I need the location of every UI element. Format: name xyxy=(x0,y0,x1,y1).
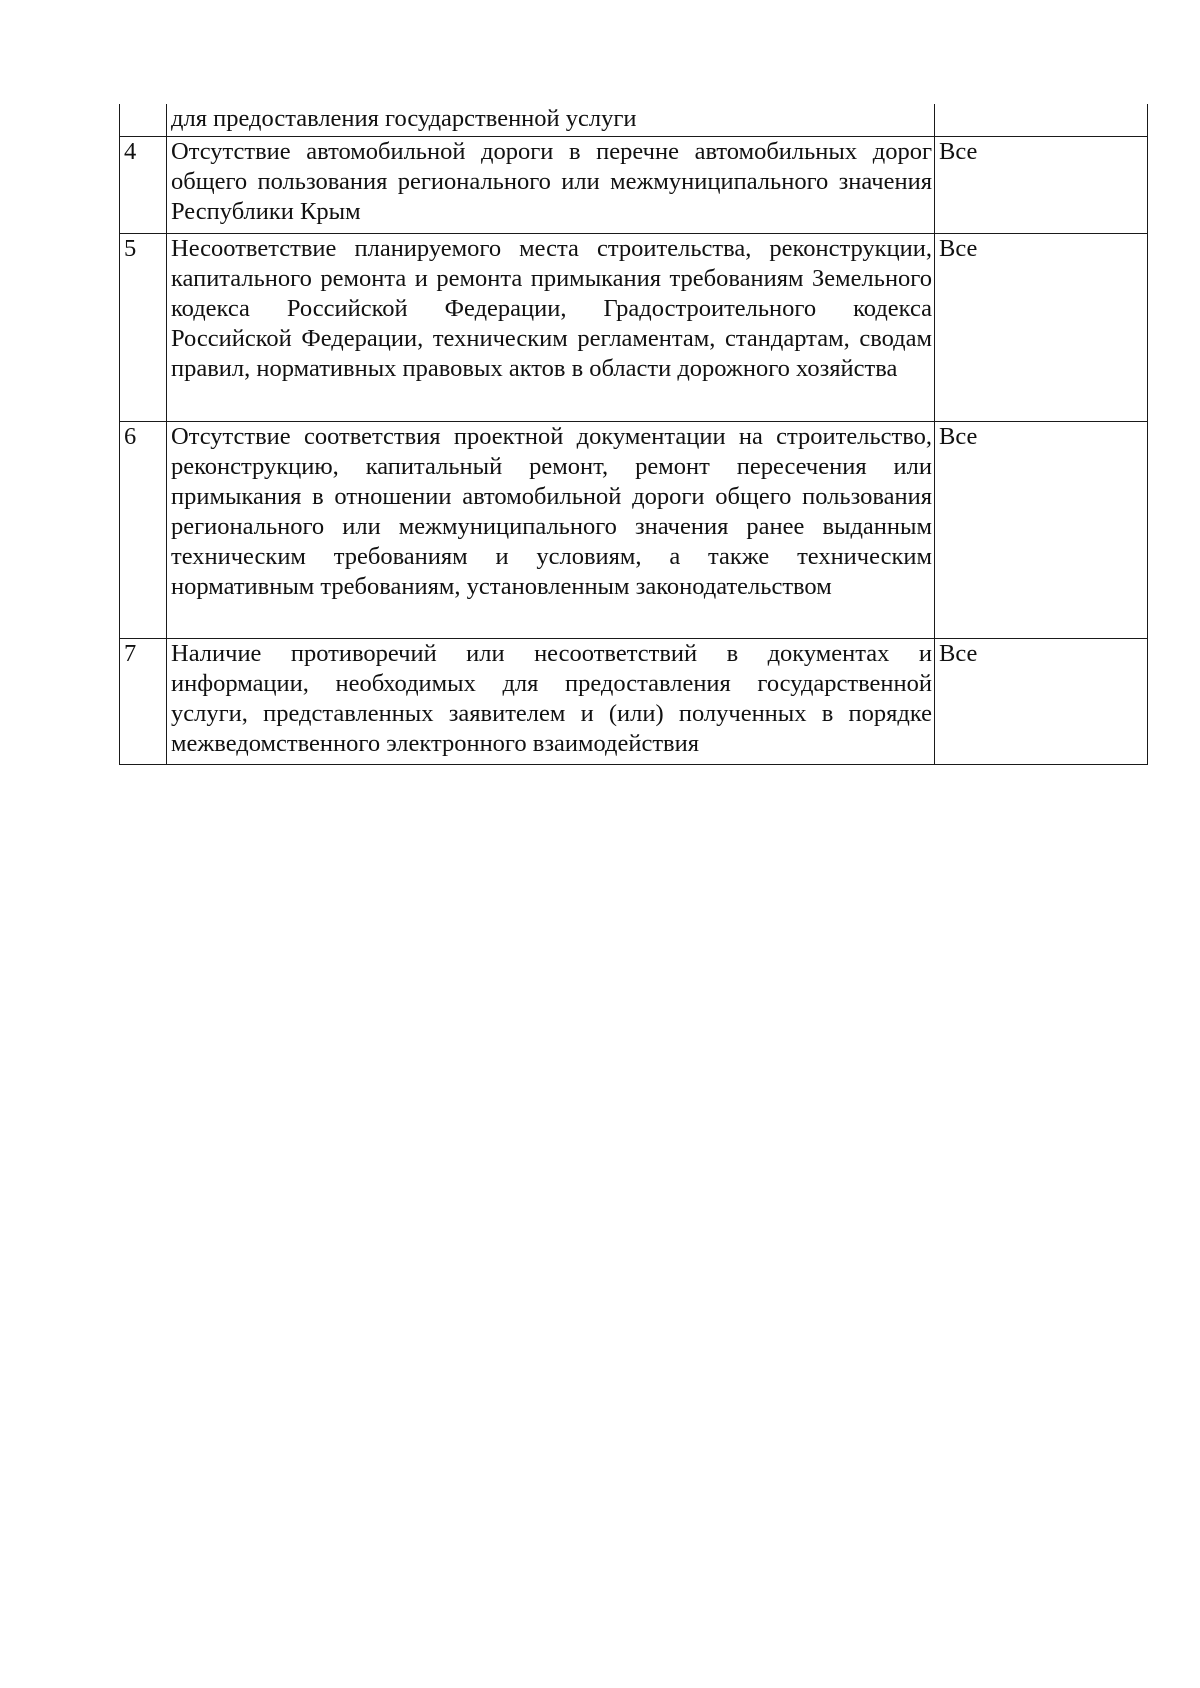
row-text: Несоответствие планируемого места строительства, реконструкции, капитального ремонта и ремонта примыкания требованиям Земельного кодекса Российской Федерации, Градостроительного кодекса Российской Федерации, техническим регламентам, стандартам, сводам правил, нормативных правовых актов в области дорожного хозяйства xyxy=(167,233,935,421)
table-row xyxy=(120,104,1148,136)
table-row xyxy=(120,638,1148,764)
row-number: 4 xyxy=(120,136,167,233)
row-scope: Все xyxy=(935,233,1148,421)
row-text: для предоставления государственной услуги xyxy=(167,104,935,136)
row-text: Отсутствие соответствия проектной документации на строительство, реконструкцию, капитальный ремонт, ремонт пересечения или примыкания в отношении автомобильной дороги общего пользования регионального или межмуниципального значения ранее выданным техническим требованиям и условиям, а также техническим нормативным требованиям, установленным законодательством xyxy=(167,421,935,638)
row-scope xyxy=(935,104,1148,136)
row-scope: Все xyxy=(935,638,1148,764)
row-number: 5 xyxy=(120,233,167,421)
row-text: Наличие противоречий или несоответствий в документах и информации, необходимых для предоставления государственной услуги, представленных заявителем и (или) полученных в порядке межведомственного электронного взаимодействия xyxy=(167,638,935,764)
row-number: 6 xyxy=(120,421,167,638)
table-row xyxy=(120,233,1148,421)
row-scope: Все xyxy=(935,136,1148,233)
row-scope: Все xyxy=(935,421,1148,638)
row-number: 7 xyxy=(120,638,167,764)
row-text: Отсутствие автомобильной дороги в перечне автомобильных дорог общего пользования регионального или межмуниципального значения Республики Крым xyxy=(167,136,935,233)
table-row xyxy=(120,421,1148,638)
refusal-grounds-table xyxy=(119,104,1148,765)
table-row xyxy=(120,136,1148,233)
row-number xyxy=(120,104,167,136)
